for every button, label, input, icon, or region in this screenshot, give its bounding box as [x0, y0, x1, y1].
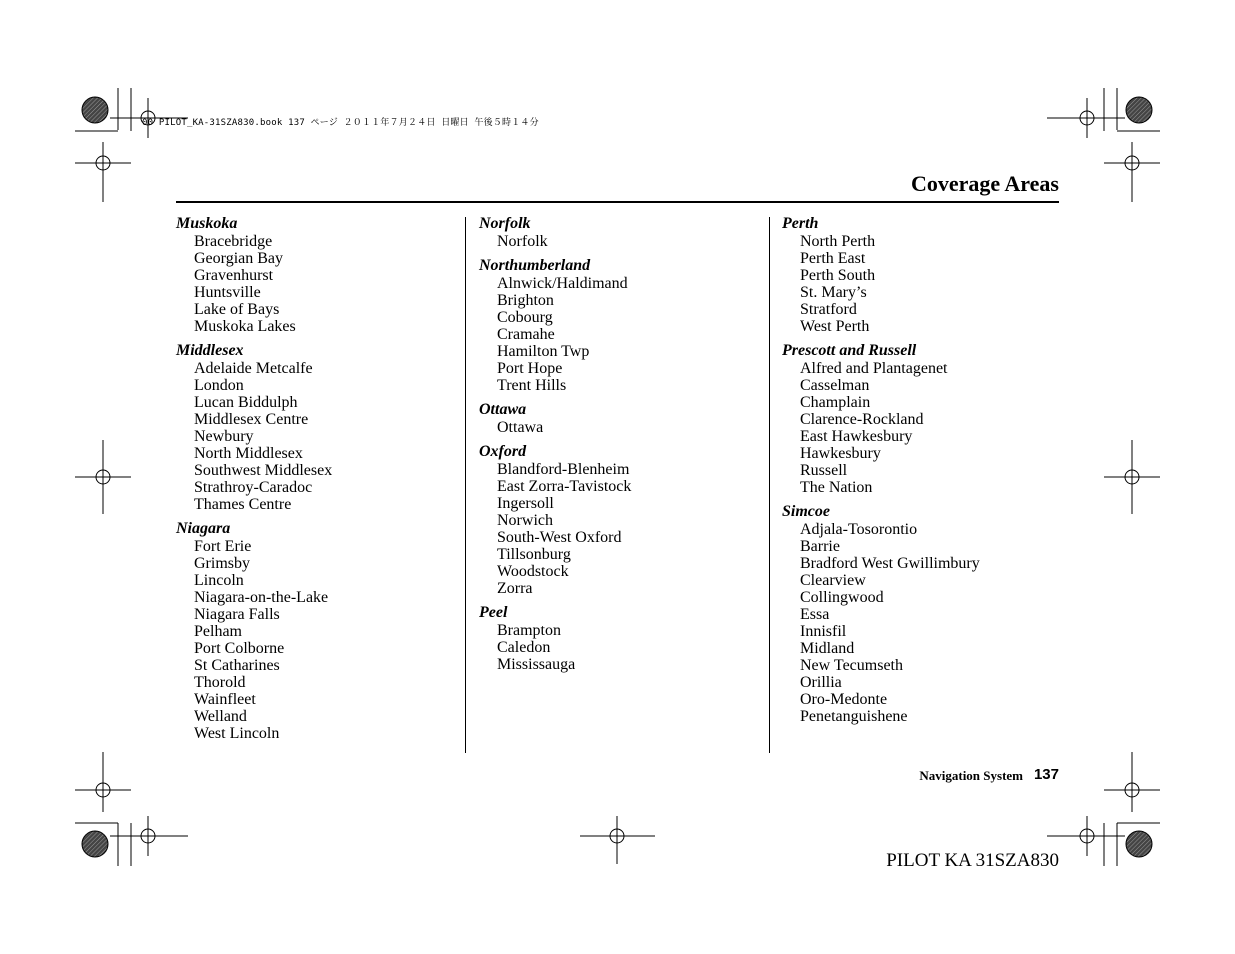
municipality-item: Tillsonburg	[497, 546, 571, 563]
municipality-item: Middlesex Centre	[194, 411, 309, 428]
municipality-item: The Nation	[800, 479, 873, 496]
municipality-item: Bracebridge	[194, 233, 273, 250]
municipality-item: Alfred and Plantagenet	[800, 360, 948, 377]
municipality-item: Oro-Medonte	[800, 691, 888, 708]
column-2	[479, 214, 759, 679]
municipality-item: Southwest Middlesex	[194, 462, 333, 479]
municipality-item: Lucan Biddulph	[194, 394, 298, 411]
municipality-item: Midland	[800, 640, 855, 657]
page-title: Coverage Areas	[910, 171, 1059, 196]
region-heading: Perth	[782, 215, 819, 232]
region-group	[479, 400, 759, 436]
municipality-item: Niagara Falls	[194, 606, 280, 623]
municipality-item: Alnwick/Haldimand	[497, 275, 628, 292]
municipality-item: Brighton	[497, 292, 554, 309]
municipality-item: New Tecumseth	[800, 657, 903, 674]
municipality-item: Port Hope	[497, 360, 563, 377]
column-1	[176, 214, 456, 748]
municipality-item: North Middlesex	[194, 445, 303, 462]
region-heading: Peel	[479, 604, 508, 621]
region-group	[782, 214, 1062, 335]
municipality-item: Grimsby	[194, 555, 250, 572]
municipality-list	[782, 360, 1062, 496]
page-number: 137	[1033, 766, 1059, 783]
municipality-item: Muskoka Lakes	[194, 318, 296, 335]
region-heading: Prescott and Russell	[782, 342, 917, 359]
municipality-item: West Perth	[800, 318, 870, 335]
municipality-item: Brampton	[497, 622, 561, 639]
municipality-item: Champlain	[800, 394, 871, 411]
municipality-item: London	[194, 377, 244, 394]
municipality-item: Georgian Bay	[194, 250, 284, 267]
region-group	[782, 502, 1062, 725]
column-divider	[769, 217, 770, 753]
region-group	[782, 341, 1062, 496]
column-divider	[465, 217, 466, 753]
region-group	[479, 603, 759, 673]
municipality-item: Wainfleet	[194, 691, 256, 708]
municipality-item: Lake of Bays	[194, 301, 280, 318]
municipality-item: Casselman	[800, 377, 870, 394]
municipality-item: Barrie	[800, 538, 840, 555]
municipality-item: East Hawkesbury	[800, 428, 913, 445]
municipality-item: Blandford-Blenheim	[497, 461, 630, 478]
region-heading: Simcoe	[782, 503, 830, 520]
municipality-item: Gravenhurst	[194, 267, 274, 284]
municipality-item: Clarence-Rockland	[800, 411, 924, 428]
region-heading: Niagara	[176, 520, 231, 537]
municipality-item: Norfolk	[497, 233, 548, 250]
municipality-item: Hawkesbury	[800, 445, 881, 462]
municipality-item: St Catharines	[194, 657, 280, 674]
municipality-item: Strathroy-Caradoc	[194, 479, 313, 496]
region-group	[176, 214, 456, 335]
municipality-item: Thorold	[194, 674, 246, 691]
municipality-item: Cobourg	[497, 309, 553, 326]
print-header: 00 PILOT_KA-31SZA830.book 137 ページ ２０１１年７月２４日 日曜日 午後５時１４分	[142, 118, 539, 128]
municipality-item: Welland	[194, 708, 247, 725]
municipality-item: Penetanguishene	[800, 708, 908, 725]
municipality-item: Woodstock	[497, 563, 569, 580]
municipality-item: Ottawa	[497, 419, 544, 436]
municipality-item: Norwich	[497, 512, 553, 529]
municipality-list	[479, 419, 759, 436]
footer-label: Navigation System	[919, 768, 1023, 783]
municipality-item: Zorra	[497, 580, 533, 597]
municipality-item: Russell	[800, 462, 848, 479]
region-heading: Northumberland	[479, 257, 591, 274]
municipality-item: Orillia	[800, 674, 842, 691]
municipality-item: West Lincoln	[194, 725, 280, 742]
model-code: PILOT KA 31SZA830	[886, 850, 1059, 871]
municipality-item: Niagara-on-the-Lake	[194, 589, 329, 606]
title-rule	[176, 201, 1059, 203]
municipality-list	[479, 622, 759, 673]
municipality-item: Innisfil	[800, 623, 847, 640]
municipality-item: Cramahe	[497, 326, 555, 343]
municipality-item: Bradford West Gwillimbury	[800, 555, 980, 572]
column-3	[782, 214, 1062, 731]
municipality-item: Port Colborne	[194, 640, 285, 657]
region-group	[479, 442, 759, 597]
municipality-item: Huntsville	[194, 284, 261, 301]
municipality-item: North Perth	[800, 233, 876, 250]
region-group	[176, 341, 456, 513]
region-heading: Middlesex	[176, 342, 244, 359]
municipality-item: Stratford	[800, 301, 857, 318]
region-group	[479, 214, 759, 250]
region-group	[479, 256, 759, 394]
municipality-list	[176, 233, 456, 335]
municipality-item: Essa	[800, 606, 830, 623]
municipality-list	[479, 461, 759, 597]
municipality-item: St. Mary’s	[800, 284, 867, 301]
municipality-item: Hamilton Twp	[497, 343, 590, 360]
municipality-list	[176, 538, 456, 742]
municipality-item: East Zorra-Tavistock	[497, 478, 632, 495]
municipality-item: Thames Centre	[194, 496, 292, 513]
municipality-item: South-West Oxford	[497, 529, 622, 546]
municipality-item: Lincoln	[194, 572, 244, 589]
municipality-list	[176, 360, 456, 513]
region-heading: Norfolk	[479, 215, 531, 232]
municipality-list	[782, 233, 1062, 335]
municipality-item: Newbury	[194, 428, 254, 445]
municipality-item: Clearview	[800, 572, 866, 589]
region-heading: Muskoka	[176, 215, 238, 232]
region-heading: Oxford	[479, 443, 527, 460]
municipality-list	[782, 521, 1062, 725]
municipality-item: Fort Erie	[194, 538, 252, 555]
municipality-item: Collingwood	[800, 589, 884, 606]
municipality-item: Adelaide Metcalfe	[194, 360, 313, 377]
municipality-item: Adjala-Tosorontio	[800, 521, 918, 538]
municipality-item: Trent Hills	[497, 377, 567, 394]
region-group	[176, 519, 456, 742]
municipality-list	[479, 275, 759, 394]
region-heading: Ottawa	[479, 401, 527, 418]
municipality-item: Mississauga	[497, 656, 576, 673]
municipality-item: Caledon	[497, 639, 551, 656]
municipality-item: Ingersoll	[497, 495, 554, 512]
municipality-list	[479, 233, 759, 250]
municipality-item: Perth South	[800, 267, 876, 284]
municipality-item: Perth East	[800, 250, 866, 267]
municipality-item: Pelham	[194, 623, 242, 640]
